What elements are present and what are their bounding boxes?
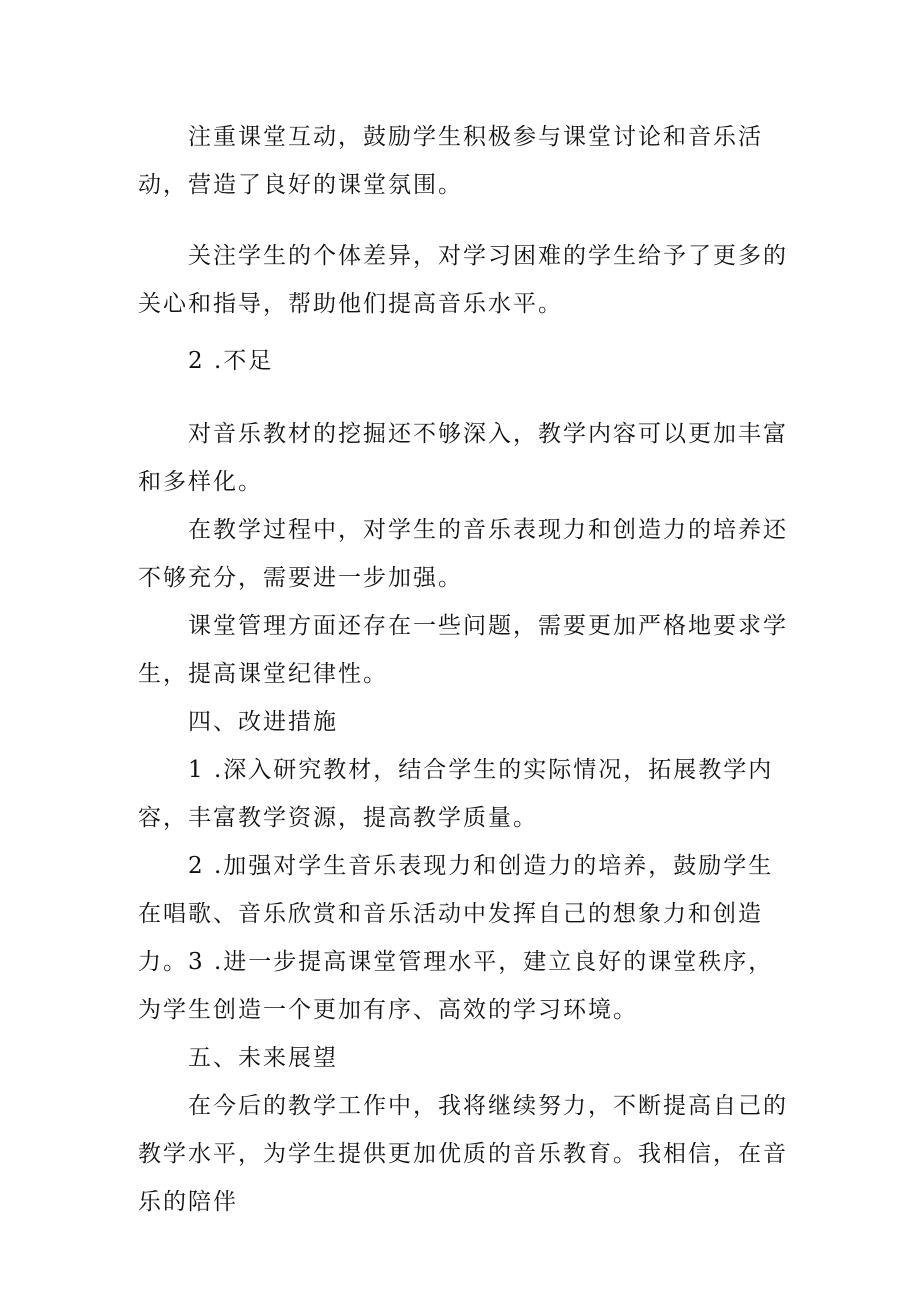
paragraph-future-outlook: 在今后的教学工作中，我将继续努力，不断提高自己的教学水平，为学生提供更加优质的音乐教育。我相信，在音乐的陪伴: [138, 1093, 788, 1215]
paragraph-classroom-interaction: 注重课堂互动，鼓励学生积极参与课堂讨论和音乐活动，营造了良好的课堂氛围。: [138, 124, 763, 198]
paragraph-classroom-management: 课堂管理方面还存在一些问题，需要更加严格地要求学生，提高课堂纪律性。: [138, 613, 788, 687]
paragraph-improvement-3: 3 .进一步提高课堂管理水平，建立良好的课堂秩序，为学生创造一个更加有序、高效的学习环境。: [138, 949, 774, 1023]
paragraph-improvement-2: 2 .加强对学生音乐表现力和创造力的培养，鼓励学生在唱歌、音乐欣赏和音乐活动中发挥自己的想象力和创造力。: [138, 853, 774, 975]
paragraph-improvement-1: 1 .深入研究教材，结合学生的实际情况，拓展教学内容，丰富教学资源，提高教学质量。: [138, 757, 774, 831]
section-heading-improvements: 四、改进措施: [188, 709, 338, 735]
paragraph-individual-differences: 关注学生的个体差异，对学习困难的学生给予了更多的关心和指导，帮助他们提高音乐水平。: [138, 243, 788, 317]
section-heading-shortcomings: 2 .不足: [188, 348, 274, 374]
section-heading-outlook: 五、未来展望: [188, 1045, 338, 1071]
paragraph-creativity-cultivation: 在教学过程中，对学生的音乐表现力和创造力的培养还不够充分，需要进一步加强。: [138, 517, 788, 591]
paragraph-textbook-depth: 对音乐教材的挖掘还不够深入，教学内容可以更加丰富和多样化。: [138, 421, 788, 495]
